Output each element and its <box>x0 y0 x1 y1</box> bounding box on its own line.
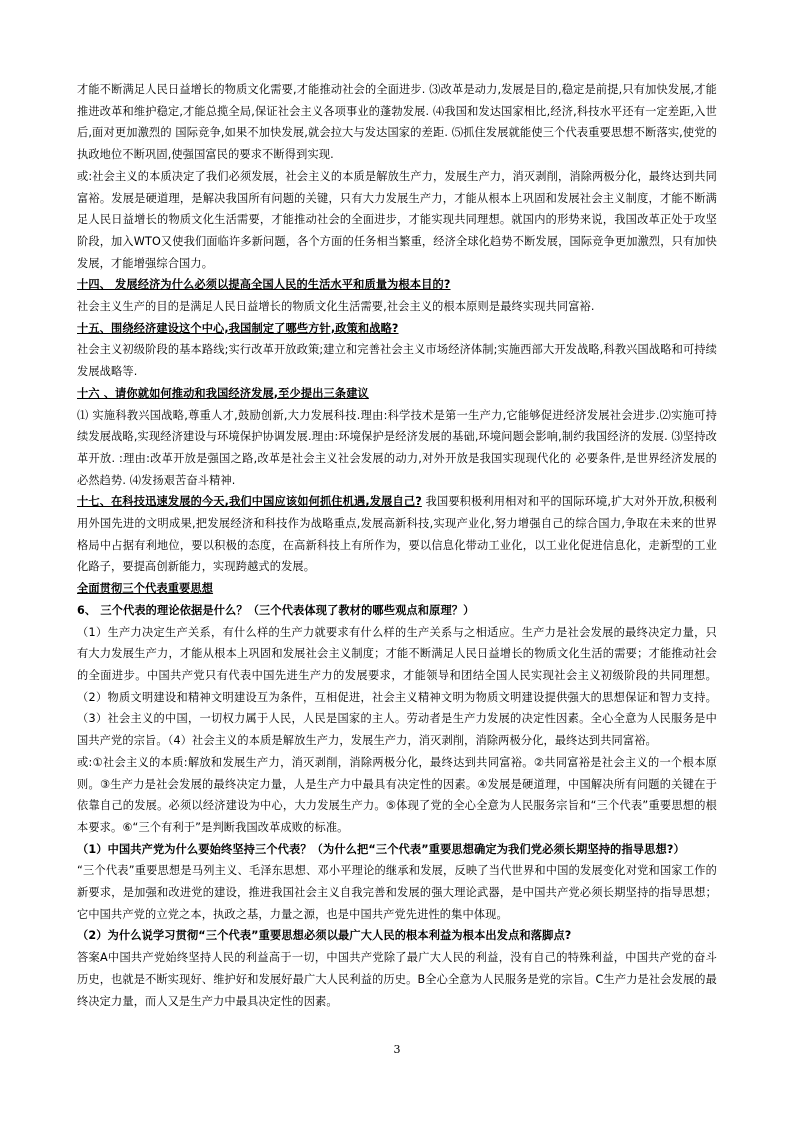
document-body <box>77 79 717 1012</box>
question-heading-6: 6、 三个代表的理论依据是什么？（三个代表体现了教材的哪些观点和原理？） <box>77 603 475 617</box>
question-heading-6-1: （1）中国共产党为什么要始终坚持三个代表？（为什么把“三个代表”重要思想确定为我们党必须长期坚持的指导思想?） <box>77 842 685 856</box>
answer-15: 社会主义初级阶段的基本路线;实行改革开放政策;建立和完善社会主义市场经济体制;实施西部大开发战略,科教兴国战略和可持续发展战略等. <box>77 343 717 379</box>
question-heading-16: 十六 、请你就如何推动和我国经济发展,至少提出三条建议 <box>77 386 369 400</box>
answer-16: ⑴ 实施科教兴国战略,尊重人才,鼓励创新,大力发展科技.理由:科学技术是第一生产力,它能够促进经济发展社会进步.⑵实施可持续发展战略,实现经济建设与环境保护协调发展.理由:环境保护是经济发展的基础,环境问题会影响,制约我国经济的发展. ⑶坚持改革开放. :理由:改革开放是强国之路,改革是社会主义社会发展的动力,对外开放是我国实现现代化的 必要条件,是世界经济发展的必然趋势. ⑷发扬艰苦奋斗精神. <box>77 408 717 487</box>
section-heading-three-represents: 全面贯彻三个代表重要思想 <box>77 582 214 596</box>
question-heading-17: 十七、在科技迅速发展的今天,我们中国应该如何抓住机遇,发展自己? <box>77 495 422 509</box>
question-heading-15: 十五、围绕经济建设这个中心,我国制定了哪些方针,政策和战略? <box>77 321 399 335</box>
paragraph-alternative-answer: 或:社会主义的本质决定了我们必须发展，社会主义的本质是解放生产力，发展生产力，消灭剥削，消除两极分化，最终达到共同富裕。发展是硬道理，是解决我国所有问题的关键，只有大力发展生产力，才能从根本上巩固和发展社会主义制度，才能不断满足人民日益增长的物质文化生活需要，才能推动社会的全面进步，才能实现共同理想。就国内的形势来说，我国改革正处于攻坚阶段，加入WTO又使我们面临许多新问题，各个方面的任务相当繁重，经济全球化趋势不断发展，国际竞争更加激烈，只有加快发展，才能增强综合国力。 <box>77 169 717 270</box>
answer-14: 社会主义生产的目的是满足人民日益增长的物质文化生活需要,社会主义的根本原则是最终实现共同富裕. <box>77 300 595 314</box>
answer-6-1: “三个代表”重要思想是马列主义、毛泽东思想、邓小平理论的继承和发展，反映了当代世界和中国的发展变化对党和国家工作的新要求，是加强和改进党的建设，推进我国社会主义自我完善和发展的强大理论武器，是中国共产党必须长期坚持的指导思想；它中国共产党的立党之本，执政之基，力量之源，也是中国共产党先进性的集中体现。 <box>77 864 717 921</box>
answer-6: （1）生产力决定生产关系，有什么样的生产力就要求有什么样的生产关系与之相适应。生产力是社会发展的最终决定力量，只有大力发展生产力，才能从根本上巩固和发展社会主义制度；才能不断满足人民日益增长的物质文化生活的需要；才能推动社会的全面进步。中国共产党只有代表中国先进生产力的发展要求，才能领导和团结全国人民实现社会主义初级阶段的共同理想。（2）物质文明建设和精神文明建设互为条件，互相促进，社会主义精神文明为物质文明建设提供强大的思想保证和智力支持。（3）社会主义的中国，一切权力属于人民，人民是国家的主人。劳动者是生产力发展的决定性因素。全心全意为人民服务是中国共产党的宗旨。（4）社会主义的本质是解放生产力，发展生产力，消灭剥削，消除两极分化，最终达到共同富裕。 <box>77 625 717 748</box>
question-heading-6-2: （2）为什么说学习贯彻“三个代表”重要思想必须以最广大人民的根本利益为根本出发点和落脚点? <box>77 929 572 943</box>
answer-17: 我国要积极利用相对和平的国际环境,扩大对外开放,积极利用外国先进的文明成果,把发展经济和科技作为战略重点,发展高新科技,实现产业化,努力增强自己的综合国力,争取在未来的世界格局中占据有利地位，要以积极的态度，在高新科技上有所作为，要以信息化带动工业化，以工业化促进信息化，走新型的工业化路子，要提高创新能力，实现跨越式的发展。 <box>77 495 717 574</box>
answer-6-alternative: 或:①社会主义的本质:解放和发展生产力，消灭剥削，消除两极分化，最终达到共同富裕。②共同富裕是社会主义的一个根本原则。③生产力是社会发展的最终决定力量，人是生产力中最具有决定性的因素。④发展是硬道理，中国解决所有问题的关键在于依靠自己的发展。必须以经济建设为中心，大力发展生产力。⑤体现了党的全心全意为人民服务宗旨和“三个代表”重要思想的根本要求。⑥“三个有利于”是判断我国改革成败的标准。 <box>77 755 717 834</box>
page-number: 3 <box>393 1043 401 1056</box>
answer-6-2: 答案A中国共产党始终坚持人民的利益高于一切，中国共产党除了最广大人民的利益，没有自己的特殊利益，中国共产党的奋斗历史，也就是不断实现好、维护好和发展好最广大人民利益的历史。B全心全意为人民服务是党的宗旨。C生产力是社会发展的最终决定力量，而人又是生产力中最具决定性的因素。 <box>77 951 717 1008</box>
question-heading-14: 十四、 发展经济为什么必须以提高全国人民的生活水平和质量为根本目的? <box>77 278 451 292</box>
paragraph-reasons-continued: 才能不断满足人民日益增长的物质文化需要,才能推动社会的全面进步. ⑶改革是动力,发展是目的,稳定是前提,只有加快发展,才能推进改革和维护稳定,才能总揽全局,保证社会主义各项事业的蓬勃发展. ⑷我国和发达国家相比,经济,科技水平还有一定差距,入世后,面对更加激烈的 国际竞争,如果不加快发展,就会拉大与发达国家的差距. ⑸抓住发展就能使三个代表重要思想不断落实,使党的执政地位不断巩固,使强国富民的要求不断得到实现. <box>77 83 717 162</box>
question-17-block <box>77 491 717 578</box>
